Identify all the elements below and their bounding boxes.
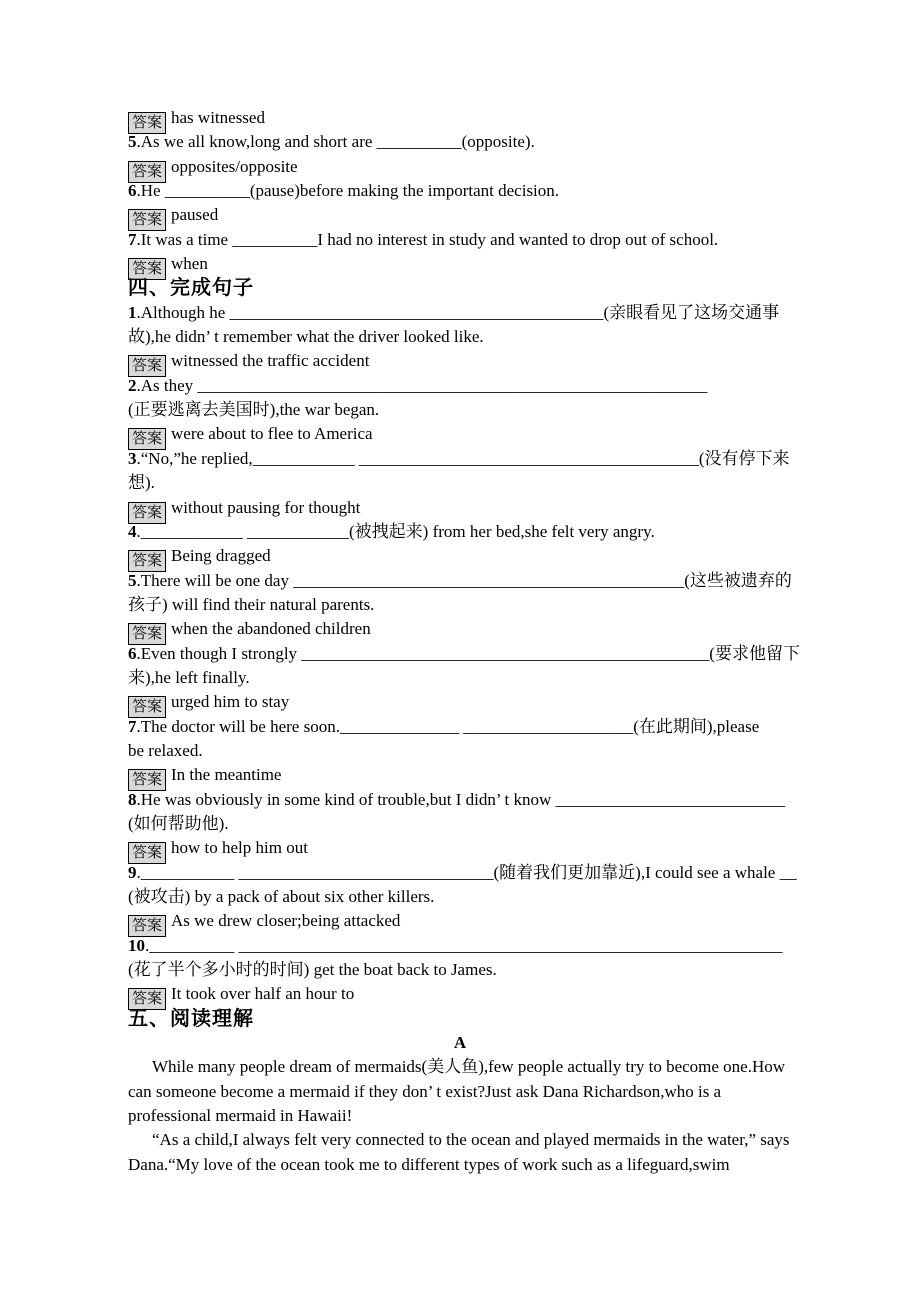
- continuation-text: (如何帮助他).: [128, 813, 229, 833]
- question-text: .__________ ________________________________________________________________: [145, 935, 783, 955]
- answer-label-box: 答案: [128, 696, 166, 718]
- passage-line: [128, 1153, 792, 1177]
- question-text: .He was obviously in some kind of trouble,but I didn’ t know ___________________________: [136, 789, 785, 809]
- question-line: [128, 642, 800, 666]
- answer-text: how to help him out: [171, 838, 308, 858]
- question-line: [128, 228, 792, 252]
- continuation-text: (花了半个多小时的时间) get the boat back to James.: [128, 960, 497, 980]
- passage-text: Dana.“My love of the ocean took me to different types of work such as a lifeguard,swim: [128, 1154, 730, 1174]
- answer-text: witnessed the traffic accident: [171, 351, 370, 371]
- worksheet-content: [128, 106, 800, 1177]
- question-text: .As we all know,long and short are __________(opposite).: [136, 132, 535, 152]
- answer-label-box: 答案: [128, 428, 166, 450]
- answer-text: In the meantime: [171, 765, 282, 785]
- question-line: [128, 179, 792, 203]
- question-text: .It was a time __________I had no interest in study and wanted to drop out of school.: [136, 229, 719, 249]
- question-number: 7: [128, 229, 137, 249]
- answer-text: opposites/opposite: [171, 156, 298, 176]
- question-number: 6: [128, 643, 137, 663]
- answer-label-box: 答案: [128, 842, 166, 864]
- question-number: 1: [128, 302, 137, 322]
- answer-text: without pausing for thought: [171, 497, 361, 517]
- continuation-text: 故),he didn’ t remember what the driver looked like.: [128, 327, 484, 347]
- answer-text: when: [171, 254, 208, 274]
- answer-label-box: 答案: [128, 988, 166, 1010]
- continuation-text: (被攻击) by a pack of about six other killers.: [128, 887, 435, 906]
- answer-label-box: 答案: [128, 112, 166, 134]
- answer-line: [128, 909, 792, 933]
- question-line: [128, 569, 792, 593]
- continuation-text: 想).: [128, 473, 155, 493]
- continuation-line: [128, 325, 792, 349]
- answer-line: [128, 496, 792, 520]
- answer-label-box: 答案: [128, 623, 166, 645]
- answer-label-box: 答案: [128, 209, 166, 231]
- answer-line: [128, 349, 792, 373]
- answer-label-box: 答案: [128, 769, 166, 791]
- answer-label-box: 答案: [128, 258, 166, 280]
- continuation-text: 孩子) will find their natural parents.: [128, 594, 375, 614]
- question-number: 8: [128, 789, 137, 809]
- passage-text: can someone become a mermaid if they don’ t exist?Just ask Dana Richardson,who is a: [128, 1081, 722, 1101]
- answer-label-box: 答案: [128, 502, 166, 524]
- question-number: 5: [128, 132, 137, 152]
- passage-text: “As a child,I always felt very connected to the ocean and played mermaids in the water,” says: [152, 1130, 790, 1150]
- answer-line: [128, 836, 792, 860]
- section-heading: [128, 276, 792, 300]
- passage-line: [128, 1128, 792, 1152]
- passage-text: professional mermaid in Hawaii!: [128, 1106, 353, 1126]
- continuation-line: [128, 398, 792, 422]
- answer-text: Being dragged: [171, 546, 271, 566]
- answer-text: urged him to stay: [171, 692, 290, 712]
- question-number: 7: [128, 716, 137, 736]
- answer-line: [128, 982, 792, 1006]
- continuation-line: [128, 812, 792, 836]
- answer-text: when the abandoned children: [171, 619, 371, 639]
- passage-line: [128, 1104, 792, 1128]
- continuation-line: [128, 739, 792, 763]
- question-number: 5: [128, 570, 137, 590]
- continuation-line: [128, 885, 792, 909]
- question-line: [128, 788, 792, 812]
- continuation-text: 来),he left finally.: [128, 667, 250, 687]
- question-text: .He __________(pause)before making the important decision.: [136, 181, 560, 201]
- question-line: [128, 301, 792, 325]
- passage-letter: [128, 1031, 792, 1055]
- question-line: [128, 130, 792, 154]
- question-number: 6: [128, 181, 137, 201]
- answer-text: It took over half an hour to: [171, 984, 355, 1004]
- answer-line: [128, 203, 792, 227]
- continuation-line: [128, 593, 792, 617]
- question-number: 9: [128, 862, 137, 882]
- question-text: .“No,”he replied,____________ ________________________________________(没有停下来: [136, 448, 790, 468]
- question-text: .___________ ______________________________(随着我们更加靠近),I could see a whale __: [136, 862, 797, 882]
- continuation-line: [128, 666, 792, 690]
- continuation-line: [128, 471, 792, 495]
- answer-line: [128, 544, 792, 568]
- continuation-text: be relaxed.: [128, 740, 203, 760]
- question-number: 4: [128, 521, 137, 541]
- answer-line: [128, 252, 792, 276]
- question-text: .The doctor will be here soon.______________ ____________________(在此期间),please: [136, 716, 760, 736]
- answer-text: has witnessed: [171, 108, 265, 127]
- answer-line: [128, 422, 792, 446]
- answer-line: [128, 155, 792, 179]
- answer-label-box: 答案: [128, 915, 166, 937]
- section-heading: [128, 1007, 792, 1031]
- question-number: 2: [128, 375, 137, 395]
- passage-text: While many people dream of mermaids(美人鱼),few people actually try to become one.How: [152, 1057, 786, 1077]
- question-text: .There will be one day ______________________________________________(这些被遗弃的: [136, 570, 792, 590]
- continuation-text: (正要逃离去美国时),the war began.: [128, 400, 380, 420]
- answer-text: were about to flee to America: [171, 424, 373, 444]
- question-line: [128, 374, 792, 398]
- answer-line: [128, 690, 792, 714]
- answer-label-box: 答案: [128, 550, 166, 572]
- answer-text: As we drew closer;being attacked: [171, 911, 401, 931]
- answer-line: [128, 617, 792, 641]
- question-text: .Even though I strongly ________________________________________________(要求他留下: [136, 643, 800, 663]
- question-text: .Although he ____________________________________________(亲眼看见了这场交通事: [136, 302, 780, 322]
- question-text: .____________ ____________(被拽起来) from her bed,she felt very angry.: [136, 521, 655, 541]
- answer-text: paused: [171, 205, 219, 225]
- passage-letter-text: A: [453, 1033, 467, 1053]
- section-title: 四、完成句子: [128, 277, 254, 300]
- section-title: 五、阅读理解: [128, 1007, 254, 1030]
- question-line: [128, 715, 792, 739]
- continuation-line: [128, 958, 792, 982]
- question-line: [128, 861, 797, 885]
- answer-label-box: 答案: [128, 161, 166, 183]
- answer-label-box: 答案: [128, 355, 166, 377]
- question-text: .As they ____________________________________________________________: [136, 375, 708, 395]
- question-line: [128, 934, 792, 958]
- question-number: 10: [128, 935, 145, 955]
- question-line: [128, 447, 792, 471]
- passage-line: [128, 1080, 792, 1104]
- question-number: 3: [128, 448, 137, 468]
- answer-line: [128, 106, 792, 130]
- answer-line: [128, 763, 792, 787]
- passage-line: [128, 1055, 792, 1079]
- question-line: [128, 520, 792, 544]
